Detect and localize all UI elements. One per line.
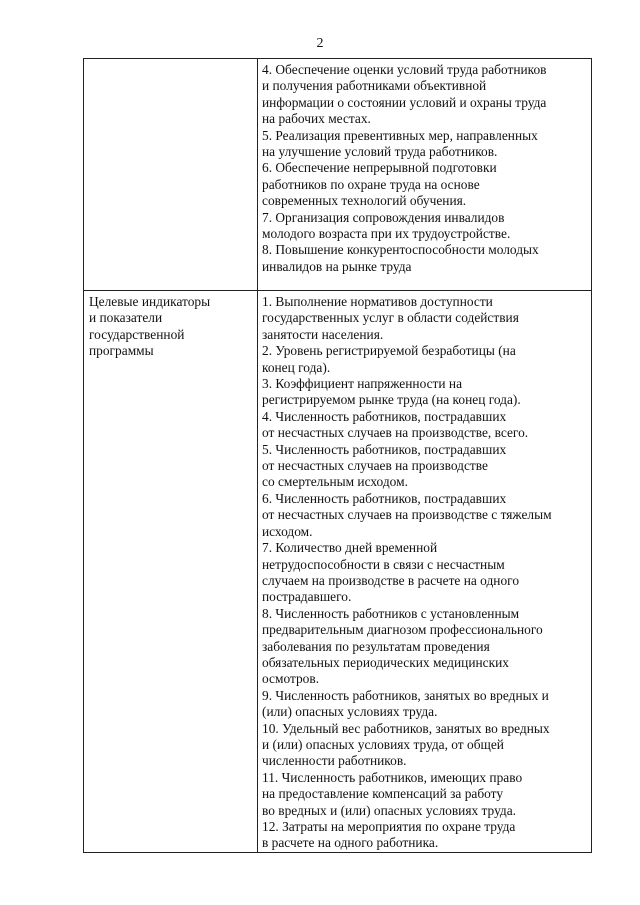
- text-line: информации о состоянии условий и охраны труда: [262, 94, 547, 110]
- row-label-cell: [84, 291, 258, 853]
- row-content-cell: [258, 291, 592, 853]
- text-line: 5. Численность работников, пострадавших: [262, 441, 507, 457]
- program-table: [83, 58, 592, 853]
- text-line: 10. Удельный вес работников, занятых во вредных: [262, 720, 550, 736]
- text-line: работников по охране труда на основе: [262, 176, 480, 192]
- text-line: случаем на производстве в расчете на одного: [262, 572, 520, 588]
- text-line: во вредных и (или) опасных условиях труда.: [262, 802, 517, 818]
- text-line: и (или) опасных условиях труда, от общей: [262, 736, 504, 752]
- text-line: 7. Количество дней временной: [262, 540, 438, 556]
- text-line: 4. Обеспечение оценки условий труда работников: [262, 62, 547, 77]
- text-line: исходом.: [262, 523, 313, 539]
- text-line: 1. Выполнение нормативов доступности: [262, 294, 493, 309]
- text-line: со смертельным исходом.: [262, 474, 408, 490]
- text-line: конец года).: [262, 359, 331, 375]
- text-line: от несчастных случаев на производстве с тяжелым: [262, 507, 552, 523]
- text-line: 8. Численность работников с установленным: [262, 605, 520, 621]
- text-line: на улучшение условий труда работников.: [262, 144, 498, 160]
- text-line: 2. Уровень регистрируемой безработицы (на: [262, 343, 516, 359]
- text-line: на предоставление компенсаций за работу: [262, 786, 504, 802]
- text-line: от несчастных случаев на производстве: [262, 458, 488, 474]
- row-content-cell: [258, 59, 592, 291]
- label-line: программы: [89, 343, 154, 359]
- text-line: государственных услуг в области содействия: [262, 310, 519, 326]
- text-line: на рабочих местах.: [262, 111, 371, 127]
- text-line: 6. Численность работников, пострадавших: [262, 490, 507, 506]
- text-line: 4. Численность работников, пострадавших: [262, 408, 507, 424]
- text-line: 7. Организация сопровождения инвалидов: [262, 209, 505, 225]
- text-line: численности работников.: [262, 753, 407, 769]
- label-line: и показатели: [89, 310, 163, 326]
- text-line: 6. Обеспечение непрерывной подготовки: [262, 160, 497, 176]
- label-line: государственной: [89, 326, 185, 342]
- text-line: молодого возраста при их трудоустройстве.: [262, 226, 511, 242]
- text-line: 11. Численность работников, имеющих право: [262, 769, 523, 785]
- page-number: 2: [316, 36, 324, 51]
- row-label-cell: [84, 59, 258, 291]
- text-line: 9. Численность работников, занятых во вредных и: [262, 687, 549, 703]
- text-line: современных технологий обучения.: [262, 193, 467, 209]
- text-line: и получения работниками объективной: [262, 78, 487, 94]
- text-line: 8. Повышение конкурентоспособности молодых: [262, 242, 539, 258]
- text-line: 12. Затраты на мероприятия по охране труда: [262, 819, 516, 834]
- text-line: занятости населения.: [262, 326, 384, 342]
- table-row: [84, 291, 592, 853]
- text-line: 5. Реализация превентивных мер, направленных: [262, 127, 538, 143]
- text-line: от несчастных случаев на производстве, всего.: [262, 425, 529, 441]
- text-line: (или) опасных условиях труда.: [262, 704, 438, 720]
- text-line: пострадавшего.: [262, 589, 352, 605]
- table-row: [84, 59, 592, 291]
- text-line: в расчете на одного работника.: [262, 835, 439, 851]
- text-line: обязательных периодических медицинских: [262, 654, 509, 670]
- text-line: регистрируемом рынке труда (на конец года).: [262, 392, 521, 408]
- text-line: 3. Коэффициент напряженности на: [262, 376, 463, 392]
- text-line: заболевания по результатам проведения: [262, 638, 490, 654]
- text-line: предварительным диагнозом профессионального: [262, 622, 543, 638]
- text-line: нетрудоспособности в связи с несчастным: [262, 556, 505, 572]
- text-line: инвалидов на рынке труда: [262, 258, 412, 274]
- label-line: Целевые индикаторы: [89, 294, 211, 309]
- text-line: осмотров.: [262, 671, 320, 687]
